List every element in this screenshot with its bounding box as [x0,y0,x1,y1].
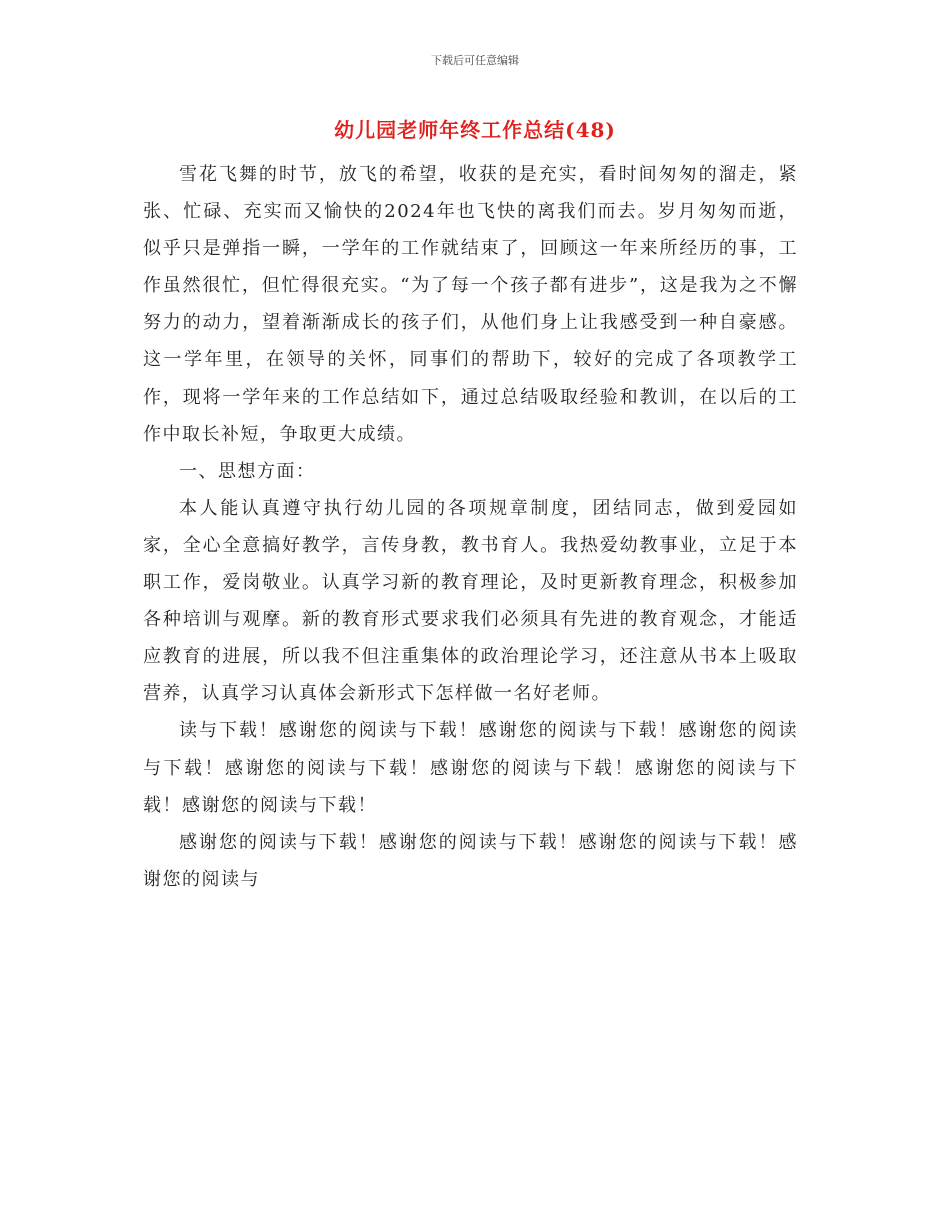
paragraph-thought: 本人能认真遵守执行幼儿园的各项规章制度，团结同志，做到爱园如家，全心全意搞好教学，言传身教，教书育人。我热爱幼教事业，立足于本职工作，爱岗敬业。认真学习新的教育理论，及时更新教育理念，积极参加各种培训与观摩。新的教育形式要求我们必须具有先进的教育观念，才能适应教育的进展，所以我不但注重集体的政治理论学习，还注意从书本上吸取营养，认真学习认真体会新形式下怎样做一名好老师。 [143,497,798,705]
page-header: 下载后可任意编辑 [431,54,519,67]
document-body [143,156,798,898]
document-title: 幼儿园老师年终工作总结(48) [334,118,616,142]
paragraph-thanks-1: 读与下载！感谢您的阅读与下载！感谢您的阅读与下载！感谢您的阅读与下载！感谢您的阅读与下载！感谢您的阅读与下载！感谢您的阅读与下载！感谢您的阅读与下载！ [143,720,798,816]
section-heading-thought: 一、思想方面： [179,460,316,482]
paragraph-thanks-2: 感谢您的阅读与下载！感谢您的阅读与下载！感谢您的阅读与下载！感谢您的阅读与 [143,831,798,890]
paragraph-intro: 雪花飞舞的时节，放飞的希望，收获的是充实，看时间匆匆的溜走，紧张、忙碌、充实而又愉快的2024年也飞快的离我们而去。岁月匆匆而逝，似乎只是弹指一瞬，一学年的工作就结束了，回顾这一年来所经历的事，工作虽然很忙，但忙得很充实。“为了每一个孩子都有进步”，这是我为之不懈努力的动力，望着渐渐成长的孩子们，从他们身上让我感受到一种自豪感。这一学年里，在领导的关怀，同事们的帮助下，较好的完成了各项教学工作，现将一学年来的工作总结如下，通过总结吸取经验和教训，在以后的工作中取长补短，争取更大成绩。 [143,164,798,445]
